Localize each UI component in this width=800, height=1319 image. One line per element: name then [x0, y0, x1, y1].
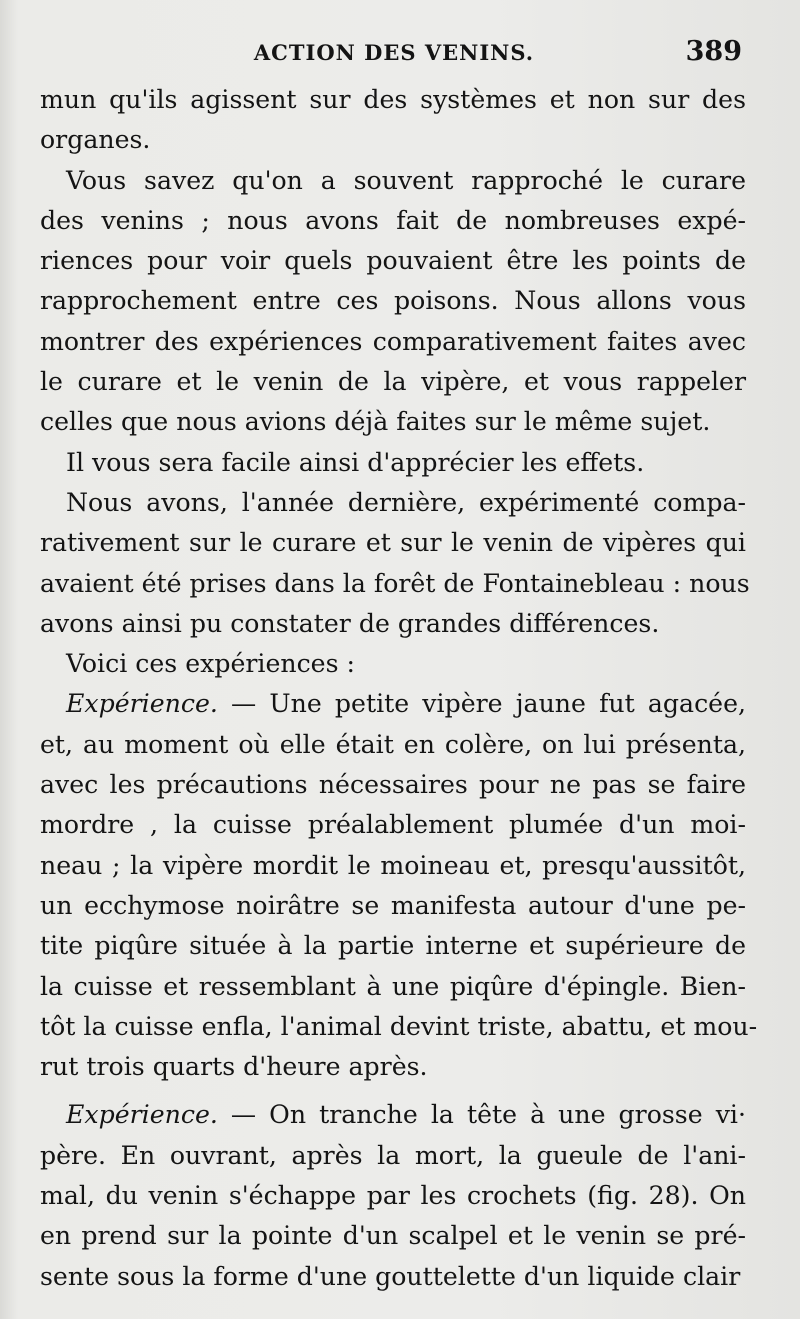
line-text: sente sous la forme d'une gouttelette d'un liquide clair — [40, 1261, 741, 1291]
line-text: riences pour voir quels pouvaient être les points de — [40, 246, 746, 276]
text-line — [40, 523, 746, 563]
line-text: la cuisse et ressemblant à une piqûre d'épingle. Bien- — [40, 971, 746, 1001]
line-text: mordre , la cuisse préalablement plumée d'un moi- — [40, 810, 746, 840]
line-text: Voici ces expériences : — [66, 649, 356, 679]
line-text: montrer des expériences comparativement faites avec — [40, 326, 746, 356]
line-text: et, au moment où elle était en colère, on lui présenta, — [40, 729, 746, 759]
line-text: avaient été prises dans la forêt de Fontainebleau : nous — [40, 568, 750, 598]
line-text: celles que nous avions déjà faites sur le même sujet. — [40, 407, 711, 437]
experiment-label: Expérience. — [66, 689, 218, 719]
text-line — [40, 362, 746, 402]
text-line — [40, 402, 746, 442]
text-line — [40, 241, 746, 281]
paragraph — [40, 684, 758, 1087]
text-line — [40, 322, 746, 362]
paragraph — [40, 80, 746, 161]
text-line — [40, 967, 746, 1007]
text-line — [40, 1176, 746, 1216]
text-line — [40, 846, 746, 886]
text-line — [40, 120, 746, 160]
page-number: 389 — [685, 36, 742, 67]
line-text: tite piqûre située à la partie interne et supérieure de — [40, 931, 746, 961]
text-line — [40, 1136, 746, 1176]
line-text: mal, du venin s'échappe par les crochets (fig. 28). On — [40, 1181, 746, 1211]
page-header — [40, 36, 748, 76]
line-text: organes. — [40, 125, 151, 155]
text-line — [40, 1257, 746, 1297]
line-text: Il vous sera facile ainsi d'apprécier les effets. — [66, 447, 645, 477]
text-line — [40, 483, 746, 523]
line-text: — On tranche la tête à une grosse vi· — [217, 1100, 746, 1130]
text-line — [40, 725, 746, 765]
text-line — [40, 1047, 746, 1087]
line-text: des venins ; nous avons fait de nombreuses expé- — [40, 205, 746, 235]
line-text: tôt la cuisse enfla, l'animal devint triste, abattu, et mou- — [40, 1011, 758, 1041]
line-text: un ecchymose noirâtre se manifesta autour d'une pe- — [40, 890, 746, 920]
running-title: ACTION DES VENINS. — [253, 40, 535, 65]
text-line — [40, 805, 746, 845]
line-text: le curare et le venin de la vipère, et vous rappeler — [40, 367, 746, 397]
paragraph — [40, 644, 746, 684]
line-text: — Une petite vipère jaune fut agacée, — [217, 689, 746, 719]
line-text: Nous avons, l'année dernière, expérimenté compa- — [66, 487, 746, 517]
line-text: avec les précautions nécessaires pour ne pas se faire — [40, 770, 746, 800]
paragraph — [40, 1095, 746, 1296]
line-text: Vous savez qu'on a souvent rapproché le curare — [66, 165, 746, 195]
experiment-label: Expérience. — [66, 1100, 218, 1130]
text-line — [40, 281, 746, 321]
line-text: neau ; la vipère mordit le moineau et, presqu'aussitôt, — [40, 850, 746, 880]
paragraph — [40, 483, 750, 644]
text-line — [40, 604, 746, 644]
text-line — [40, 1095, 746, 1135]
line-text: rativement sur le curare et sur le venin de vipères qui — [40, 528, 746, 558]
text-line — [40, 161, 746, 201]
text-line — [40, 926, 746, 966]
text-line — [40, 1216, 746, 1256]
text-line — [40, 80, 746, 120]
body-text — [40, 80, 758, 1297]
line-text: en prend sur la pointe d'un scalpel et le venin se pré- — [40, 1221, 746, 1251]
text-line — [40, 201, 746, 241]
text-line — [40, 1007, 758, 1047]
text-line — [40, 765, 746, 805]
line-text: rapprochement entre ces poisons. Nous allons vous — [40, 286, 746, 316]
line-text: père. En ouvrant, après la mort, la gueule de l'ani- — [40, 1140, 746, 1170]
text-line — [40, 564, 750, 604]
line-text: avons ainsi pu constater de grandes différences. — [40, 608, 660, 638]
line-text: rut trois quarts d'heure après. — [40, 1052, 428, 1082]
text-line — [40, 886, 746, 926]
line-text: mun qu'ils agissent sur des systèmes et non sur des — [40, 85, 746, 114]
paragraph — [40, 443, 746, 483]
text-line — [40, 684, 746, 724]
text-line — [40, 443, 746, 483]
paragraph — [40, 161, 746, 443]
text-line — [40, 644, 746, 684]
